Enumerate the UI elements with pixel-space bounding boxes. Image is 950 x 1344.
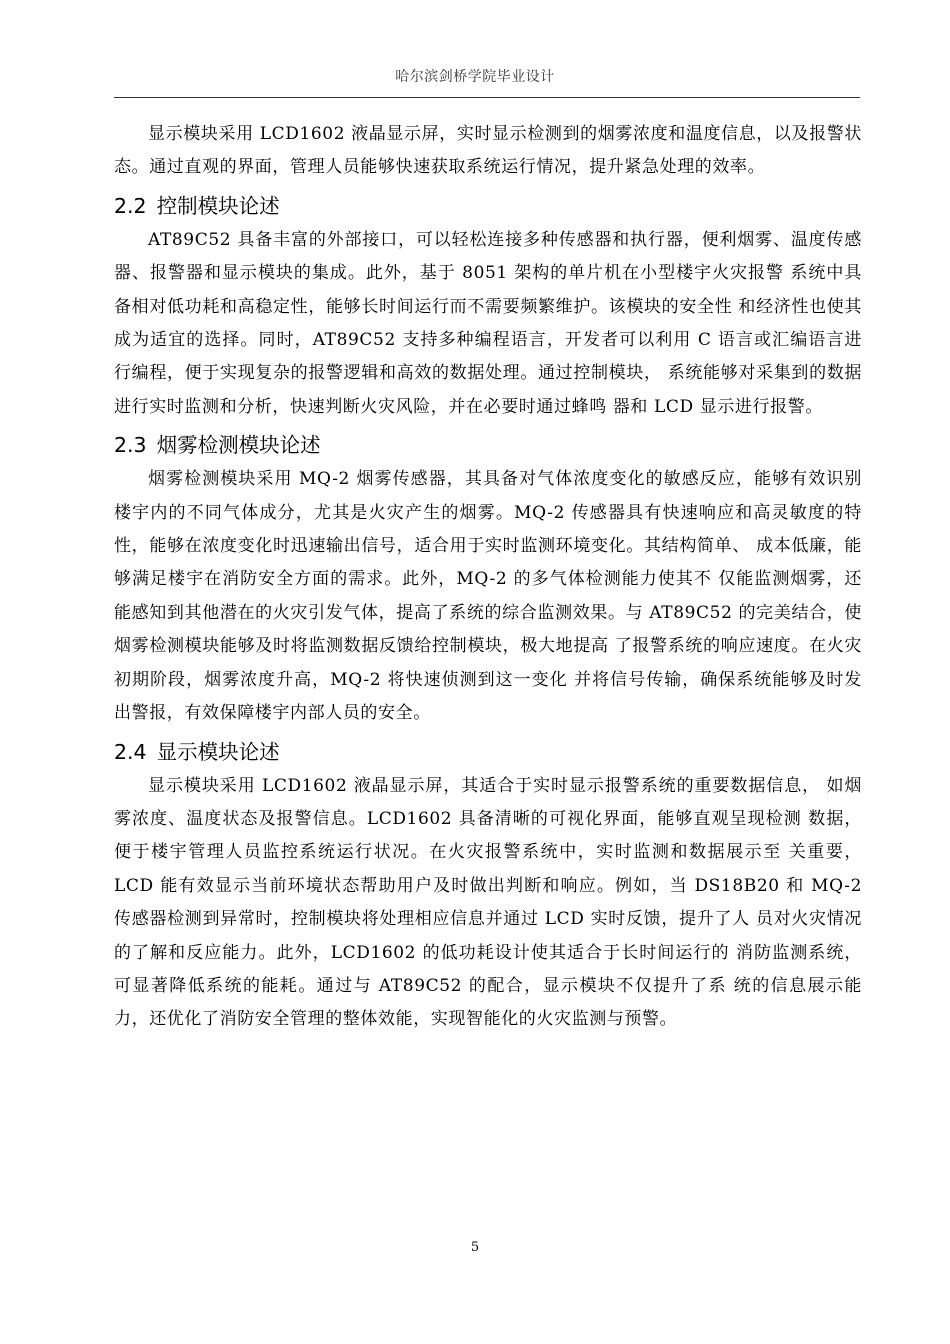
- section-heading-2-2: [114, 185, 862, 224]
- section-number: 2.3: [114, 433, 147, 458]
- paragraph-smoke-detection: 烟雾检测模块采用 MQ-2 烟雾传感器，其具备对气体浓度变化的敏感反应，能够有效识别楼宇内的不同气体成分，尤其是火灾产生的烟雾。MQ-2 传感器具有快速响应和高灵敏度的特性，能够在浓度变化时迅速输出信号，适合用于实时监测环境变化。其结构简单、 成本低廉，能够满足楼宇在消防安全方面的需求。此外，MQ-2 的多气体检测能力使其不 仅能监测烟雾，还能感知到其他潜在的火灾引发气体，提高了系统的综合监测效果。与 AT89C52 的完美结合，使烟雾检测模块能够及时将监测数据反馈给控制模块，极大地提高 了报警系统的响应速度。在火灾初期阶段，烟雾浓度升高，MQ-2 将快速侦测到这一变化 并将信号传输，确保系统能够及时发出警报，有效保障楼宇内部人员的安全。: [114, 469, 862, 724]
- section-title: 烟雾检测模块论述: [156, 433, 321, 458]
- section-number: 2.2: [114, 193, 147, 218]
- header-divider: [114, 97, 860, 98]
- section-heading-2-4: [114, 731, 862, 770]
- paragraph-display-intro: 显示模块采用 LCD1602 液晶显示屏，实时显示检测到的烟雾浓度和温度信息，以及报警状态。通过直观的界面，管理人员能够快速获取系统运行情况，提升紧急处理的效率。: [114, 124, 862, 178]
- document-body: [114, 118, 862, 1037]
- section-number: 2.4: [114, 739, 147, 764]
- section-title: 控制模块论述: [156, 193, 280, 218]
- paragraph-display-module: 显示模块采用 LCD1602 液晶显示屏，其适合于实时显示报警系统的重要数据信息， 如烟雾浓度、温度状态及报警信息。LCD1602 具备清晰的可视化界面，能够直观呈现检测 数据，便于楼宇管理人员监控系统运行状况。在火灾报警系统中，实时监测和数据展示至 关重要，LCD 能有效显示当前环境状态帮助用户及时做出判断和响应。例如，当 DS18B20 和 MQ-2 传感器检测到异常时，控制模块将处理相应信息并通过 LCD 实时反馈，提升了人 员对火灾情况的了解和反应能力。此外，LCD1602 的低功耗设计使其适合于长时间运行的 消防监测系统，可显著降低系统的能耗。通过与 AT89C52 的配合，显示模块不仅提升了系 统的信息展示能力，还优化了消防安全管理的整体效能，实现智能化的火灾监测与预警。: [114, 775, 862, 1030]
- section-title: 显示模块论述: [156, 739, 280, 764]
- page-header: 哈尔滨剑桥学院毕业设计: [395, 69, 555, 85]
- section-heading-2-3: [114, 424, 862, 463]
- page-number: 5: [470, 1240, 480, 1255]
- paragraph-control-module: AT89C52 具备丰富的外部接口，可以轻松连接多种传感器和执行器，便利烟雾、温度传感器、报警器和显示模块的集成。此外，基于 8051 架构的单片机在小型楼宇火灾报警 系统中具备相对低功耗和高稳定性，能够长时间运行而不需要频繁维护。该模块的安全性 和经济性也使其成为适宜的选择。同时，AT89C52 支持多种编程语言，开发者可以利用 C 语言或汇编语言进行编程，便于实现复杂的报警逻辑和高效的数据处理。通过控制模块， 系统能够对采集到的数据进行实时监测和分析，快速判断火灾风险，并在必要时通过蜂鸣 器和 LCD 显示进行报警。: [114, 229, 862, 417]
